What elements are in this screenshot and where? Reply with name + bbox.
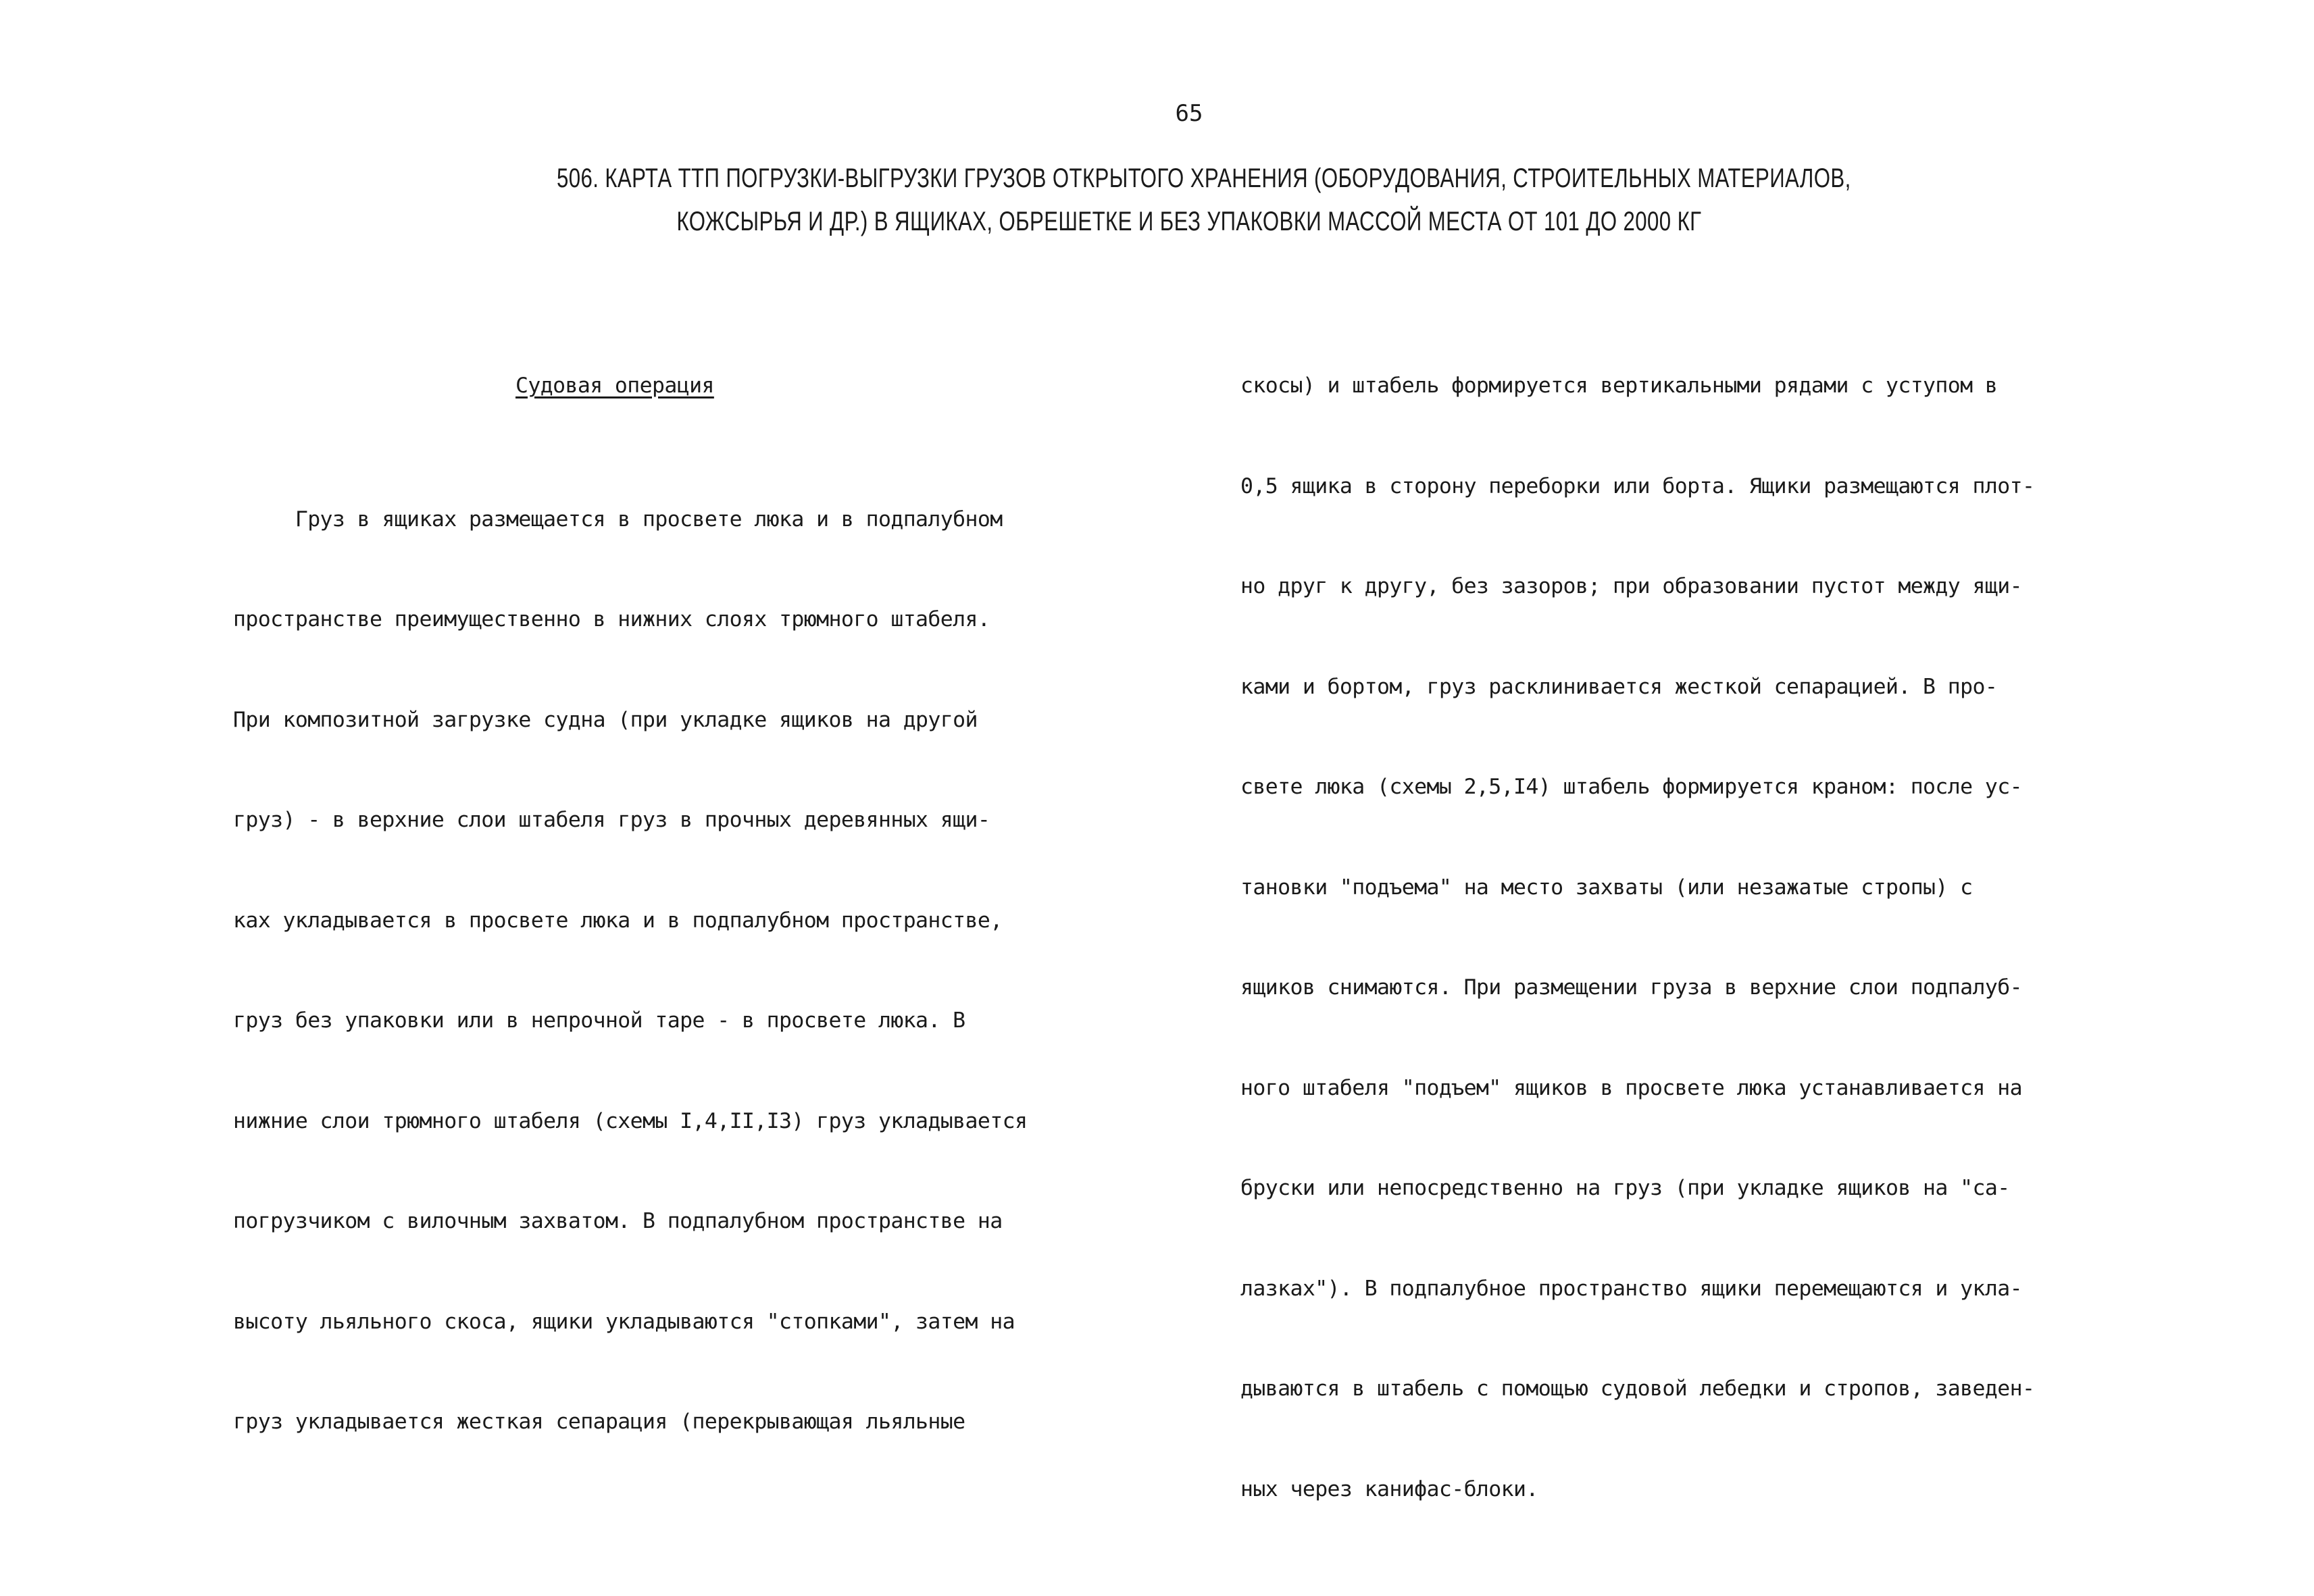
right-text-column — [1240, 303, 2119, 1540]
text-line: При композитной загрузке судна (при укладке ящиков на другой — [233, 707, 978, 732]
text-line: ного штабеля "подъем" ящиков в просвете люка устанавливается на — [1240, 1075, 2022, 1100]
text-line: груз без упаковки или в непрочной таре - в просвете люка. В — [233, 1008, 965, 1033]
left-text-column — [233, 303, 1111, 1472]
text-line: пространстве преимущественно в нижних слоях трюмного штабеля. — [233, 607, 990, 632]
text-line: бруски или непосредственно на груз (при укладке ящиков на "са- — [1240, 1176, 2010, 1200]
text-line: груз) - в верхние слои штабеля груз в прочных деревянных ящи- — [233, 808, 990, 832]
text-line: 0,5 ящика в сторону переборки или борта. Ящики размещаются плот- — [1240, 473, 2035, 498]
text-line: ками и бортом, груз расклинивается жесткой сепарацией. В про- — [1240, 674, 1998, 699]
text-line: груз укладывается жесткая сепарация (перекрывающая льяльные — [233, 1410, 965, 1434]
text-line: ках укладывается в просвете люка и в подпалубном пространстве, — [233, 908, 1003, 933]
text-line: лазках"). В подпалубное пространство ящики перемещаются и укла- — [1240, 1276, 2022, 1301]
text-line: тановки "подъема" на место захваты (или незажатые стропы) с — [1240, 875, 1973, 900]
text-line: ящиков снимаются. При размещении груза в верхние слои подпалуб- — [1240, 975, 2022, 1000]
text-line: скосы) и штабель формируется вертикальными рядами с уступом в — [1240, 374, 1998, 398]
text-line: высоту льяльного скоса, ящики укладываются "стопками", затем на — [233, 1309, 1015, 1334]
text-line: ных через канифас-блоки. — [1240, 1476, 1538, 1501]
document-title — [378, 157, 2000, 243]
title-line-1: 506. КАРТА ТТП ПОГРУЗКИ-ВЫГРУЗКИ ГРУЗОВ ОТКРЫТОГО ХРАНЕНИЯ (ОБОРУДОВАНИЯ, СТРОИТЕЛЬНЫХ МАТЕРИАЛОВ, — [557, 163, 1851, 193]
text-line: погрузчиком с вилочным захватом. В подпалубном пространстве на — [233, 1209, 1003, 1233]
page-number: 65 — [1175, 100, 1203, 127]
section-heading: Судовая операция — [515, 374, 714, 398]
text-line: нижние слои трюмного штабеля (схемы I,4,II,I3) груз укладывается — [233, 1108, 1028, 1133]
text-line: свете люка (схемы 2,5,I4) штабель формируется краном: после ус- — [1240, 775, 2022, 799]
text-line: дываются в штабель с помощью судовой лебедки и стропов, заведен- — [1240, 1376, 2035, 1401]
text-line: Груз в ящиках размещается в просвете люка и в подпалубном — [233, 507, 1003, 532]
text-line: но друг к другу, без зазоров; при образовании пустот между ящи- — [1240, 574, 2022, 598]
title-line-2: КОЖСЫРЬЯ И ДР.) В ЯЩИКАХ, ОБРЕШЕТКЕ И БЕЗ УПАКОВКИ МАССОЙ МЕСТА ОТ 101 ДО 2000 КГ — [676, 207, 1702, 236]
